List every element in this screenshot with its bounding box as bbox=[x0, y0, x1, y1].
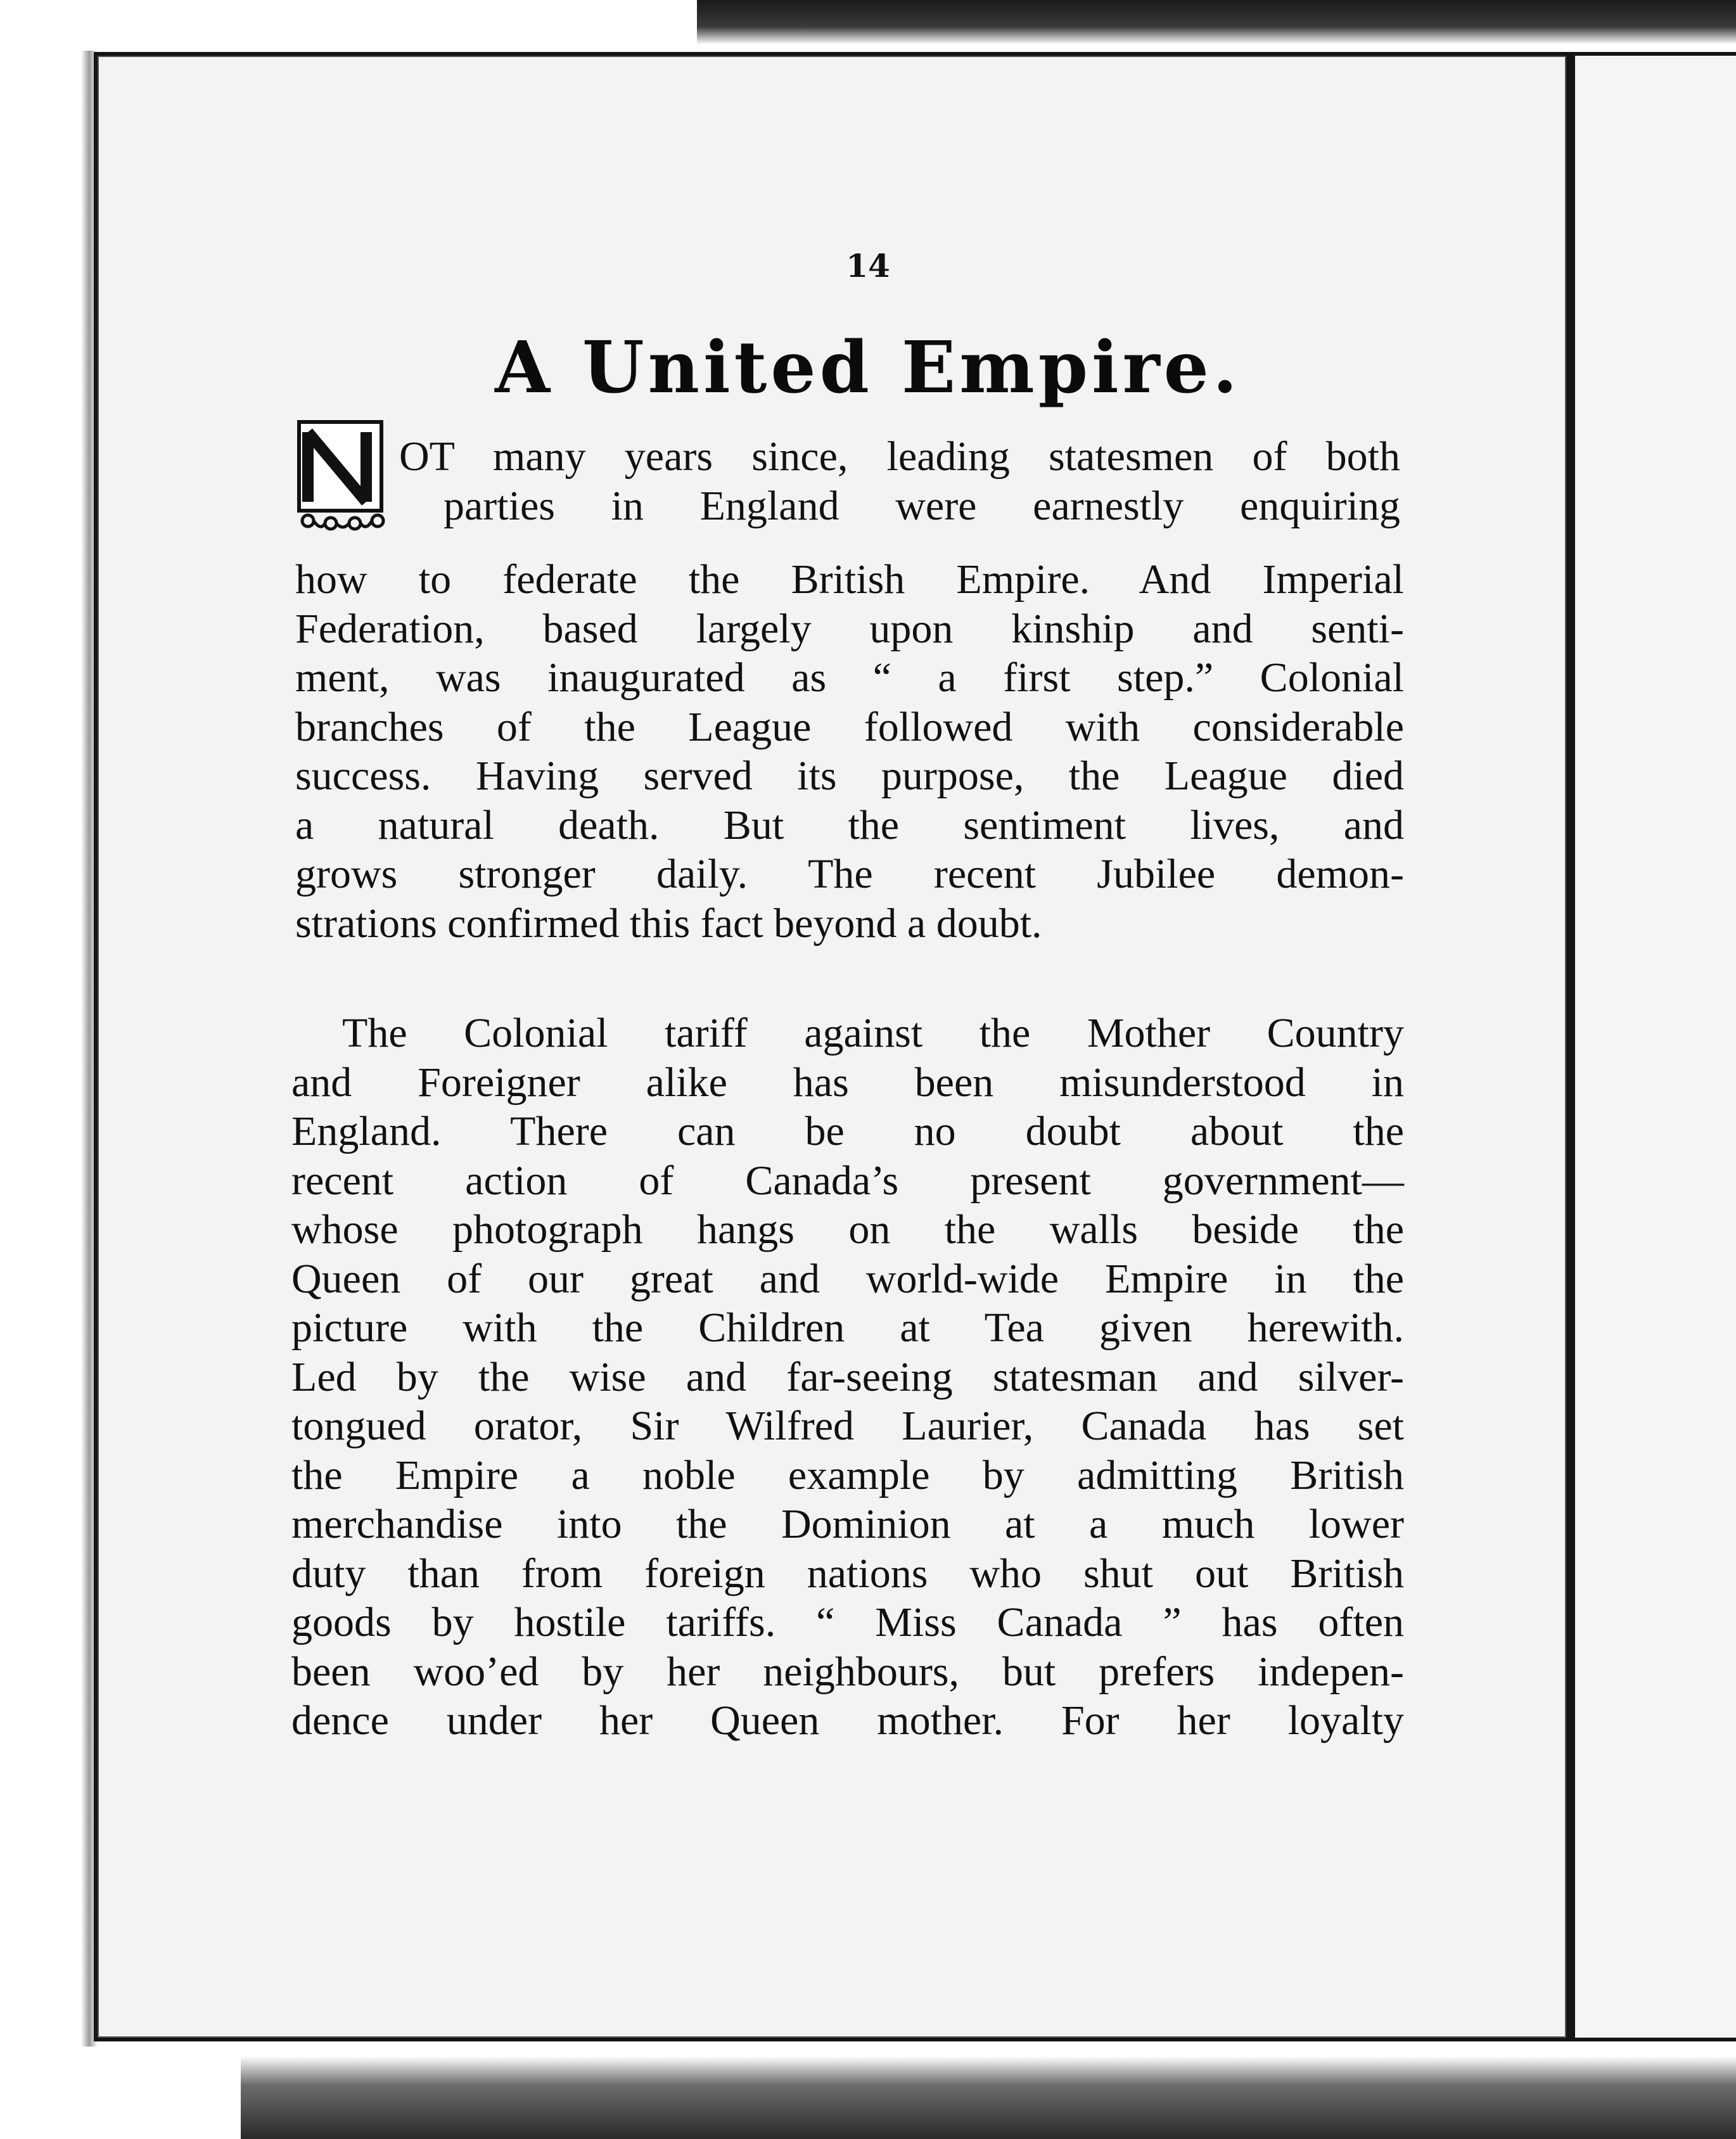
paragraph1-line4: Federation, based largely upon kinship and senti- bbox=[295, 605, 1404, 652]
paragraph1-body bbox=[295, 555, 1404, 948]
binding-shadow-top bbox=[697, 0, 1736, 44]
paragraph2-line15: dence under her Queen mother. For her loyalty bbox=[291, 1697, 1404, 1744]
paragraph1-line9: grows stronger daily. The recent Jubilee demon- bbox=[295, 851, 1404, 897]
drop-cap-ornament bbox=[295, 419, 390, 535]
paragraph1-line5: ment, was inaugurated as “ a first step.” Colonial bbox=[295, 654, 1404, 701]
paragraph1-line10: strations confirmed this fact beyond a doubt. bbox=[295, 900, 1042, 947]
paragraph1-line6: branches of the League followed with considerable bbox=[295, 703, 1404, 750]
paragraph2-line1: The Colonial tariff against the Mother Country bbox=[342, 1010, 1404, 1056]
paragraph1-line2: parties in England were earnestly enquiring bbox=[444, 483, 1400, 529]
paragraph1-line7: success. Having served its purpose, the League died bbox=[295, 753, 1404, 799]
paragraph1-line3: how to federate the British Empire. And Imperial bbox=[295, 556, 1404, 603]
paragraph2-body bbox=[291, 1009, 1404, 1746]
paragraph2-line2: and Foreigner alike has been misunderstood in bbox=[291, 1059, 1404, 1106]
paragraph2-line8: Led by the wise and far-seeing statesman and silver- bbox=[291, 1353, 1404, 1400]
paragraph2-line3: England. There can be no doubt about the bbox=[291, 1108, 1404, 1154]
paragraph2-line7: picture with the Children at Tea given herewith. bbox=[291, 1305, 1404, 1351]
paragraph1-line8: a natural death. But the sentiment lives, and bbox=[295, 801, 1404, 848]
paragraph2-line12: duty than from foreign nations who shut out British bbox=[291, 1550, 1404, 1597]
page-number: 14 bbox=[846, 247, 890, 284]
paragraph2-line11: merchandise into the Dominion at a much lower bbox=[291, 1501, 1404, 1547]
paragraph2-line14: been woo’ed by her neighbours, but prefers indepen- bbox=[291, 1648, 1404, 1695]
paragraph2-line5: whose photograph hangs on the walls beside the bbox=[291, 1206, 1404, 1253]
paragraph2-line9: tongued orator, Sir Wilfred Laurier, Canada has set bbox=[291, 1403, 1404, 1449]
paragraph2-line13: goods by hostile tariffs. “ Miss Canada ” has often bbox=[291, 1599, 1404, 1645]
paragraph2-line4: recent action of Canada’s present government— bbox=[291, 1157, 1404, 1204]
binding-shadow-bottom bbox=[241, 2056, 1736, 2139]
scroll-flourish bbox=[302, 515, 383, 529]
paragraph1-line1: OT many years since, leading statesmen of both bbox=[399, 433, 1400, 480]
paragraph2-line6: Queen of our great and world-wide Empire in the bbox=[291, 1255, 1404, 1302]
page-title: A United Empire. bbox=[495, 326, 1241, 409]
paragraph2-line10: the Empire a noble example by admitting British bbox=[291, 1452, 1404, 1498]
